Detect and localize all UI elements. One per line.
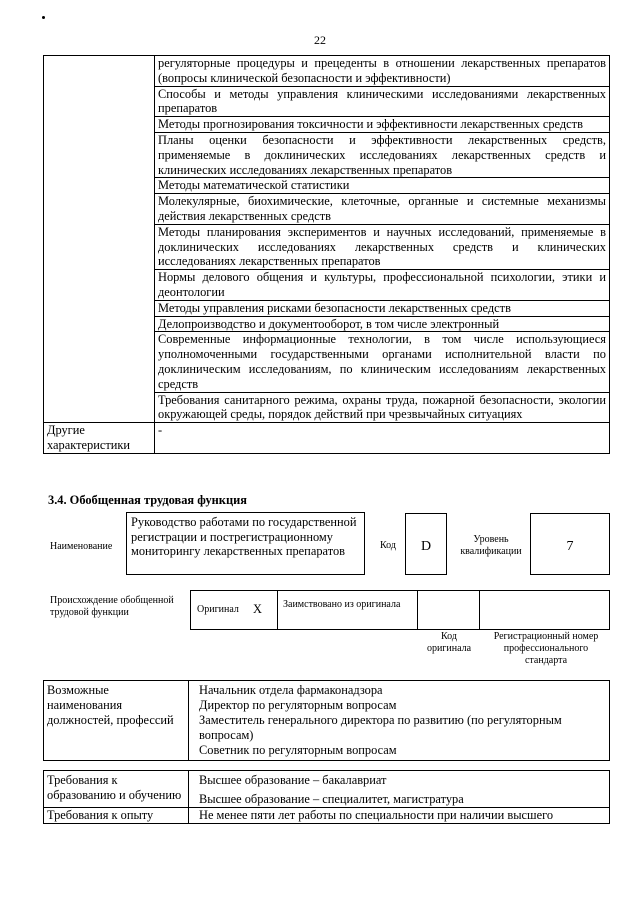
- positions-table: [43, 680, 610, 761]
- knowledge-item: Методы планирования экспериментов и научных исследований, применяемые в доклинических исследованиях лекарственных средств и клинических исследованиях лекарственных препаратов: [155, 224, 610, 269]
- position-item: Заместитель генерального директора по развитию (по регуляторным вопросам): [199, 713, 562, 742]
- page-number: 22: [314, 33, 326, 47]
- knowledge-item: Планы оценки безопасности и эффективности лекарственных средств, применяемые в доклинических исследованиях лекарственных средств и клинических исследованиях лекарственных препаратов: [155, 132, 610, 177]
- education-item: Высшее образование – бакалавриат: [199, 773, 387, 787]
- code-box: D: [405, 513, 447, 575]
- knowledge-item: Молекулярные, биохимические, клеточные, органные и системные механизмы действия лекарственных средств: [155, 194, 610, 225]
- code-original-caption: Код оригинала: [426, 631, 472, 654]
- education-label: Требования к образованию и обучению: [44, 771, 189, 808]
- experience-value: Не менее пяти лет работы по специальности при наличии высшего: [189, 808, 610, 824]
- section-title: 3.4. Обобщенная трудовая функция: [48, 493, 247, 507]
- knowledge-item: Способы и методы управления клиническими исследованиями лекарственных препаратов: [155, 86, 610, 117]
- knowledge-item: Методы управления рисками безопасности лекарственных средств: [155, 300, 610, 316]
- knowledge-item: Современные информационные технологии, в том числе использующиеся уполномоченными государственными органами исполнительной власти по доклиническим исследованиям, по клиническим исследованиям лекарственных средств: [155, 332, 610, 392]
- knowledge-table: [43, 55, 610, 454]
- positions-list: [189, 681, 610, 761]
- positions-label: Возможные наименования должностей, профессий: [44, 681, 189, 761]
- experience-label: Требования к опыту: [44, 808, 189, 824]
- knowledge-item: Методы математической статистики: [155, 178, 610, 194]
- requirements-table: [43, 770, 610, 824]
- level-label: Уровень квалификации: [460, 534, 522, 557]
- origin-divider: [277, 591, 278, 629]
- position-item: Директор по регуляторным вопросам: [199, 698, 397, 712]
- name-label: Наименование: [50, 541, 113, 552]
- original-mark: X: [253, 602, 262, 616]
- knowledge-item: регуляторные процедуры и прецеденты в отношении лекарственных препаратов (вопросы клинической безопасности и эффективности): [155, 56, 610, 87]
- other-characteristics-value: -: [155, 423, 610, 454]
- table-row: [44, 771, 610, 808]
- scan-dot: [42, 16, 45, 19]
- origin-label: Происхождение обобщенной трудовой функции: [50, 595, 174, 618]
- knowledge-item: Делопроизводство и документооборот, в том числе электронный: [155, 316, 610, 332]
- borrowed-label: Заимствовано из оригинала: [283, 599, 401, 610]
- knowledge-item: Методы прогнозирования токсичности и эффективности лекарственных средств: [155, 117, 610, 133]
- level-box: 7: [530, 513, 610, 575]
- code-label: Код: [380, 540, 396, 551]
- table-row: [44, 423, 610, 454]
- knowledge-label-cell: [44, 56, 155, 423]
- original-label: Оригинал: [197, 604, 239, 615]
- registration-number-caption: Регистрационный номер профессионального стандарта: [493, 631, 599, 666]
- table-row: [44, 808, 610, 824]
- other-characteristics-label: Другие характеристики: [44, 423, 155, 454]
- knowledge-item: Нормы делового общения и культуры, профессиональной психологии, этики и деонтологии: [155, 270, 610, 301]
- education-item: Высшее образование – специалитет, магистратура: [199, 792, 464, 806]
- education-list: [189, 771, 610, 808]
- position-item: Начальник отдела фармаконадзора: [199, 683, 383, 697]
- knowledge-item: Требования санитарного режима, охраны труда, пожарной безопасности, экологии окружающей среды, порядок действий при чрезвычайных ситуациях: [155, 392, 610, 423]
- function-name-box: Руководство работами по государственной регистрации и пострегистрационному мониторингу лекарственных препаратов: [126, 512, 365, 575]
- table-row: [44, 681, 610, 761]
- origin-divider: [417, 591, 418, 629]
- origin-box: [190, 590, 610, 630]
- position-item: Советник по регуляторным вопросам: [199, 743, 397, 757]
- table-row: [44, 56, 610, 87]
- origin-divider: [479, 591, 480, 629]
